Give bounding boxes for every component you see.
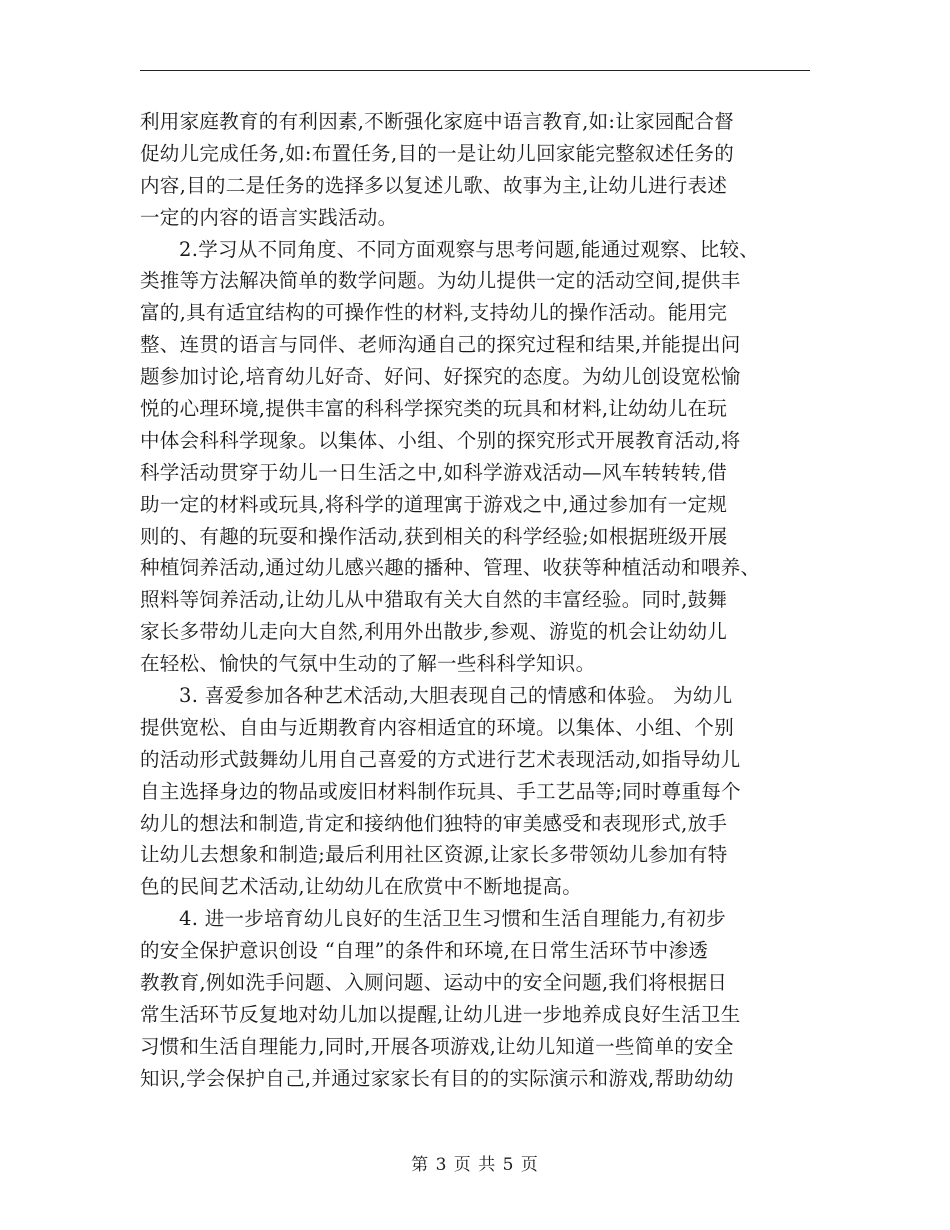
text-line: 照料等饲养活动,让幼儿从中猎取有关大自然的丰富经验。同时,鼓舞: [140, 588, 728, 612]
text-line: 整、连贯的语言与同伴、老师沟通自己的探究过程和结果,并能提出问: [140, 333, 741, 357]
text-line: 2.学习从不同角度、不同方面观察与思考问题,能通过观察、比较、: [179, 237, 760, 261]
text-line: 习惯和生活自理能力,同时,开展各项游戏,让幼儿知道一些简单的安全: [140, 1034, 734, 1058]
text-line: 科学活动贯穿于幼儿一日生活之中,如科学游戏活动—风车转转转,借: [140, 460, 728, 484]
text-line: 助一定的材料或玩具,将科学的道理寓于游戏之中,通过参加有一定规: [140, 492, 728, 516]
text-line: 悦的心理环境,提供丰富的科科学探究类的玩具和材料,让幼幼儿在玩: [140, 397, 728, 421]
text-line: 则的、有趣的玩耍和操作活动,获到相关的科学经验;如根据班级开展: [140, 524, 728, 548]
text-line: 利用家庭教育的有利因素,不断强化家庭中语言教育,如:让家园配合督: [140, 110, 735, 133]
text-line: 自主选择身边的物品或废旧材料制作玩具、手工艺品等;同时尊重每个: [140, 779, 741, 803]
text-line: 一定的内容的语言实践活动。: [140, 205, 398, 229]
text-line: 中体会科科学现象。以集体、小组、个别的探究形式开展教育活动,将: [140, 428, 741, 452]
text-line: 内容,目的二是任务的选择多以复述儿歌、故事为主,让幼儿进行表述: [140, 173, 728, 197]
page-footer: 第 3 页 共 5 页: [411, 1155, 539, 1175]
text-line: 题参加讨论,培育幼儿好奇、好问、好探究的态度。为幼儿创设宽松愉: [140, 365, 741, 389]
text-line: 幼儿的想法和制造,肯定和接纳他们独特的审美感受和表现形式,放手: [140, 811, 728, 835]
text-line: 3. 喜爱参加各种艺术活动,大胆表现自己的情感和体验。 为幼儿: [179, 684, 733, 708]
text-line: 教教育,例如洗手问题、入厕问题、运动中的安全问题,我们将根据日: [140, 971, 728, 995]
text-line: 富的,具有适宜结构的可操作性的材料,支持幼儿的操作活动。能用完: [140, 301, 728, 325]
text-line: 种植饲养活动,通过幼儿感兴趣的播种、管理、收获等种植活动和喂养、: [140, 556, 761, 580]
text-line: 色的民间艺术活动,让幼幼儿在欣赏中不断地提高。: [140, 875, 583, 899]
text-line: 家长多带幼儿走向大自然,利用外出散步,参观、游览的机会让幼幼儿: [140, 620, 728, 644]
text-line: 常生活环节反复地对幼儿加以提醒,让幼儿进一步地养成良好生活卫生: [140, 1002, 741, 1026]
text-line: 提供宽松、自由与近期教育内容相适宜的环境。以集体、小组、个别: [140, 715, 735, 739]
text-line: 知识,学会保护自己,并通过家家长有目的的实际演示和游戏,帮助幼幼: [140, 1066, 734, 1090]
text-line: 类推等方法解决简单的数学问题。为幼儿提供一定的活动空间,提供丰: [140, 269, 741, 293]
document-body: [140, 106, 820, 1095]
text-line: 4. 进一步培育幼儿良好的生活卫生习惯和生活自理能力,有初步: [179, 907, 727, 931]
text-line: 让幼儿去想象和制造;最后利用社区资源,让家长多带领幼儿参加有特: [140, 843, 728, 867]
text-line: 的安全保护意识创设 “自理”的条件和环境,在日常生活环节中渗透: [140, 939, 709, 963]
text-line: 在轻松、愉快的气氛中生动的了解一些科科学知识。: [140, 652, 596, 676]
text-line: 的活动形式鼓舞幼儿用自己喜爱的方式进行艺术表现活动,如指导幼儿: [140, 747, 741, 771]
text-line: 促幼儿完成任务,如:布置任务,目的一是让幼儿回家能完整叙述任务的: [140, 141, 735, 165]
header-rule: [140, 70, 810, 71]
